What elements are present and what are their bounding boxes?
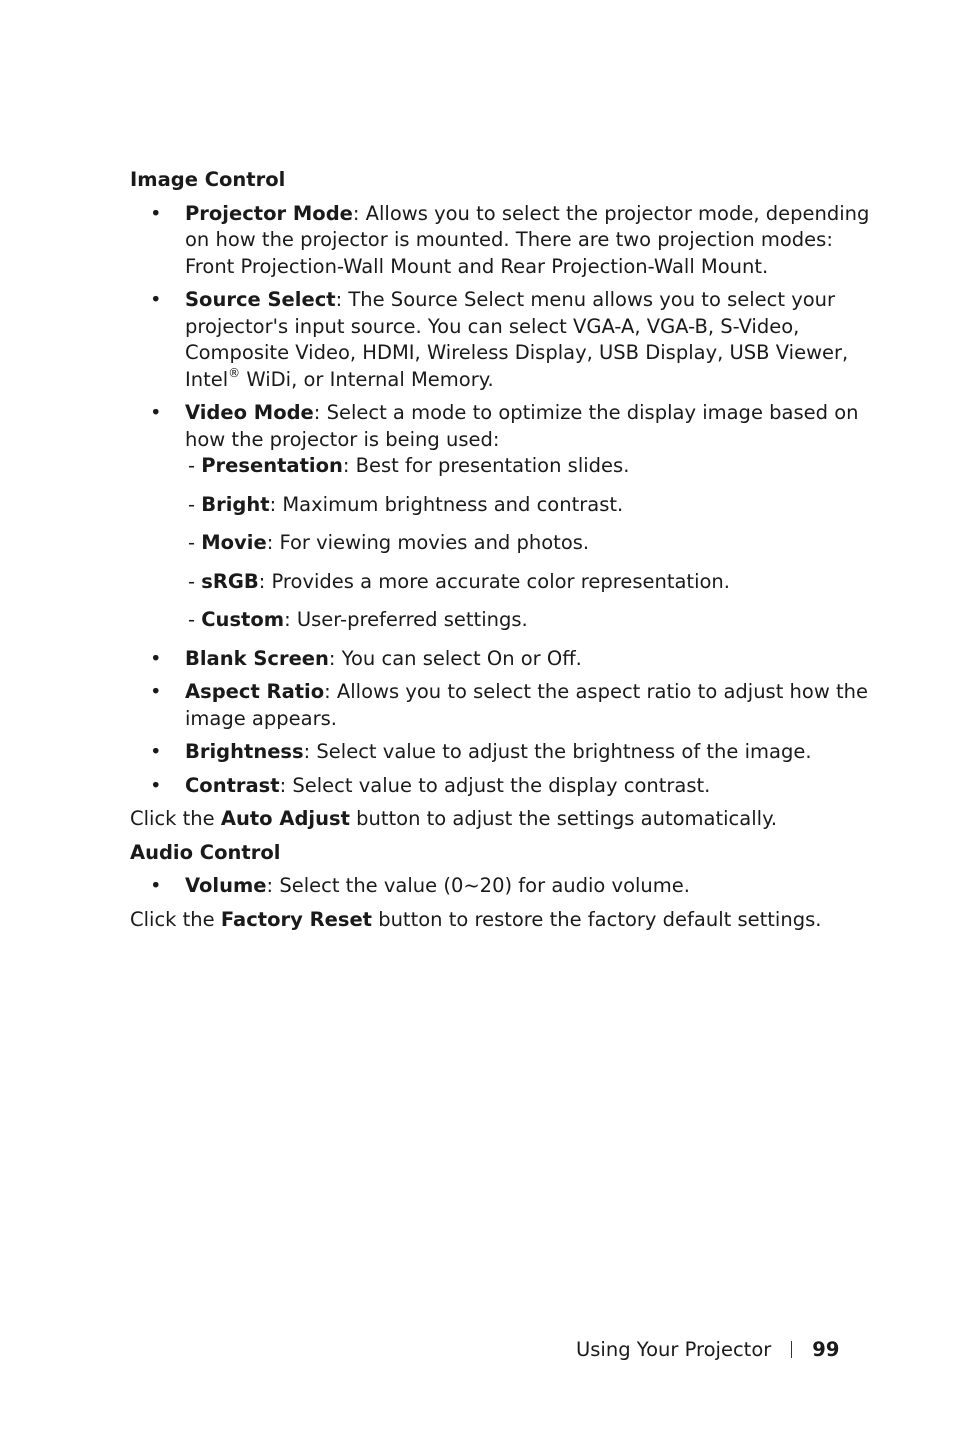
option-term-movie: Movie [201,531,267,554]
bullet-icon: • [150,288,162,311]
bullet-icon: • [150,201,162,225]
option-term-custom: Custom [201,608,285,631]
desc-contrast: : Select value to adjust the display contrast. [279,773,711,797]
list-item-aspect-ratio [130,679,870,732]
list-item-brightness [130,739,870,766]
bullet-icon: • [150,680,162,703]
option-desc-movie: : For viewing movies and photos. [266,531,590,554]
dash: - [188,531,202,554]
option-desc-custom: : User-preferred settings. [284,608,528,631]
list-item-video-mode [130,400,870,634]
option-desc-presentation: : Best for presentation slides. [342,454,630,477]
video-mode-option [188,530,870,557]
dash: - [188,569,202,593]
video-mode-option [188,607,870,634]
footer-separator [791,1341,792,1358]
factory-reset-pre: Click the [130,907,221,931]
list-item-blank-screen [130,646,870,673]
audio-control-heading: Audio Control [130,840,281,864]
dash: - [188,454,202,477]
auto-adjust-pre: Click the [130,807,221,830]
factory-reset-post: button to restore the factory default settings. [372,907,822,931]
desc-projector-mode: : Allows you to select the projector mode, depending on how the projector is mounted. There are two projection modes: Front Projection-Wall Mount and Rear Projection-Wall Mount. [185,201,870,278]
factory-reset-term: Factory Reset [220,907,372,931]
video-mode-option [188,453,870,480]
factory-reset-paragraph [130,907,870,934]
option-term-srgb: sRGB [201,569,259,593]
option-term-bright: Bright [201,492,270,516]
list-item-projector-mode [130,201,870,281]
desc-source-select: : The Source Select menu allows you to select your projector's input source. You can select VGA-A, VGA-B, S-Video, Composite Video, HDMI, Wireless Display, USB Display, USB Viewer, Intel [185,288,849,391]
registered-mark: ® [228,365,241,380]
term-aspect-ratio: Aspect Ratio [185,680,325,703]
desc-aspect-ratio: : Allows you to select the aspect ratio to adjust how the image appears. [185,680,868,730]
desc-blank-screen: : You can select On or Off. [328,646,582,670]
term-brightness: Brightness [185,740,304,763]
bullet-icon: • [150,874,162,897]
list-item-contrast [130,773,870,800]
list-item-source-select [130,287,870,393]
image-control-heading: Image Control [130,168,286,191]
bullet-icon: • [150,740,162,763]
term-contrast: Contrast [185,773,280,797]
video-mode-option [188,569,870,596]
list-item-volume [130,873,870,900]
page-number: 99 [812,1338,840,1361]
option-desc-bright: : Maximum brightness and contrast. [269,492,624,516]
bullet-icon: • [150,401,162,424]
auto-adjust-paragraph [130,806,870,833]
auto-adjust-post: button to adjust the settings automatically. [349,807,778,830]
desc-video-mode: : Select a mode to optimize the display image based on how the projector is being used: [185,401,859,451]
auto-adjust-term: Auto Adjust [220,807,350,830]
image-control-list [130,201,870,800]
option-desc-srgb: : Provides a more accurate color representation. [258,569,730,593]
bullet-icon: • [150,646,162,670]
desc-volume: : Select the value (0~20) for audio volume. [266,874,690,897]
video-mode-option [188,492,870,519]
term-blank-screen: Blank Screen [185,646,329,670]
dash: - [188,608,202,631]
desc-source-select-end: WiDi, or Internal Memory. [240,367,494,391]
page-content [130,167,870,940]
term-projector-mode: Projector Mode [185,201,353,225]
footer-section-title: Using Your Projector [576,1338,772,1361]
term-source-select: Source Select [185,288,336,311]
page-footer [576,1337,839,1363]
option-term-presentation: Presentation [201,454,343,477]
bullet-icon: • [150,773,162,797]
term-video-mode: Video Mode [185,401,314,424]
term-volume: Volume [185,874,267,897]
desc-brightness: : Select value to adjust the brightness of the image. [303,740,812,763]
dash: - [188,492,202,516]
audio-control-list [130,873,870,900]
